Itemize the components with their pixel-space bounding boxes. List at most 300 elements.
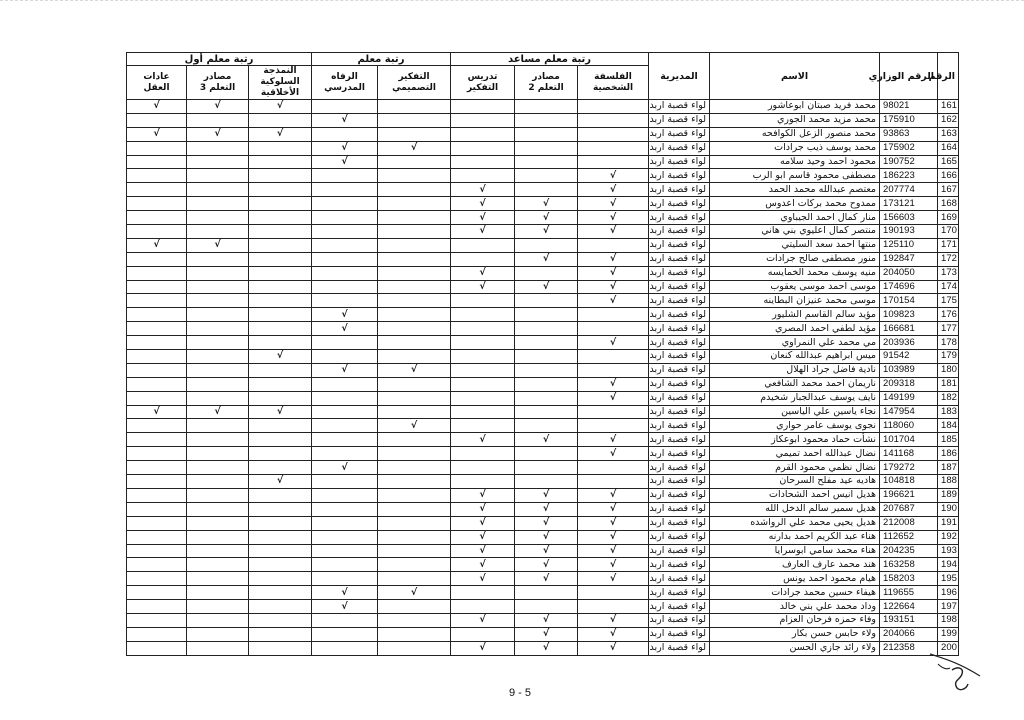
table-row xyxy=(127,627,959,641)
school-wellbeing-mark-cell xyxy=(312,572,378,586)
design-thinking-mark-cell xyxy=(378,530,451,544)
teaching-thinking-mark-cell xyxy=(451,363,515,377)
table-row xyxy=(127,127,959,141)
learning-resources-2-mark-cell: √ xyxy=(515,252,578,266)
ministry-number-cell: 163258 xyxy=(880,558,938,572)
table-row xyxy=(127,391,959,405)
design-thinking-mark-cell xyxy=(378,572,451,586)
learning-resources-2-mark-cell xyxy=(515,183,578,197)
personal-philosophy-mark-cell xyxy=(578,238,649,252)
personal-philosophy-mark-cell: √ xyxy=(578,252,649,266)
habits-of-mind-mark-cell xyxy=(127,363,187,377)
ethical-modeling-mark-cell xyxy=(249,336,312,350)
table-row xyxy=(127,516,959,530)
name-cell: هديل سمير سالم الدخل الله xyxy=(710,502,880,516)
ethical-modeling-mark-cell xyxy=(249,266,312,280)
habits-of-mind-mark-cell xyxy=(127,627,187,641)
teaching-thinking-mark-cell xyxy=(451,141,515,155)
learning-resources-3-mark-cell: √ xyxy=(187,405,249,419)
directorate-cell: لواء قصبة اربد xyxy=(649,488,710,502)
ethical-modeling-mark-cell xyxy=(249,322,312,336)
teaching-thinking-mark-cell: √ xyxy=(451,502,515,516)
teaching-thinking-mark-cell xyxy=(451,336,515,350)
school-wellbeing-mark-cell: √ xyxy=(312,155,378,169)
serial-cell: 165 xyxy=(938,155,959,169)
learning-resources-3-mark-cell xyxy=(187,266,249,280)
design-thinking-mark-cell xyxy=(378,225,451,239)
ethical-modeling-mark-cell xyxy=(249,211,312,225)
personal-philosophy-mark-cell xyxy=(578,141,649,155)
directorate-cell: لواء قصبة اربد xyxy=(649,572,710,586)
learning-resources-3-mark-cell xyxy=(187,280,249,294)
name-cell: ولاء حابس حسن بكار xyxy=(710,627,880,641)
table-row xyxy=(127,308,959,322)
habits-of-mind-mark-cell xyxy=(127,280,187,294)
directorate-cell: لواء قصبة اربد xyxy=(649,475,710,489)
name-cell: هناء محمد سامي ابوسرايا xyxy=(710,544,880,558)
habits-of-mind-mark-cell xyxy=(127,641,187,655)
ethical-modeling-mark-cell xyxy=(249,586,312,600)
design-thinking-mark-cell xyxy=(378,475,451,489)
teaching-thinking-mark-cell: √ xyxy=(451,516,515,530)
school-wellbeing-mark-cell: √ xyxy=(312,113,378,127)
ministry-number-cell: 118060 xyxy=(880,419,938,433)
learning-resources-2-mark-cell xyxy=(515,447,578,461)
serial-cell: 171 xyxy=(938,238,959,252)
serial-cell: 180 xyxy=(938,363,959,377)
school-wellbeing-mark-cell xyxy=(312,183,378,197)
teaching-thinking-mark-cell: √ xyxy=(451,530,515,544)
personal-philosophy-mark-cell xyxy=(578,600,649,614)
ethical-modeling-mark-cell xyxy=(249,113,312,127)
ministry-number-cell: 112652 xyxy=(880,530,938,544)
serial-cell: 178 xyxy=(938,336,959,350)
habits-of-mind-mark-cell xyxy=(127,391,187,405)
learning-resources-2-mark-cell: √ xyxy=(515,613,578,627)
teaching-thinking-mark-cell: √ xyxy=(451,211,515,225)
school-wellbeing-mark-cell: √ xyxy=(312,322,378,336)
table-row xyxy=(127,502,959,516)
table-row xyxy=(127,294,959,308)
name-cell: مصطفى محمود قاسم ابو الرب xyxy=(710,169,880,183)
serial-cell: 185 xyxy=(938,433,959,447)
table-row xyxy=(127,141,959,155)
ethical-modeling-mark-cell xyxy=(249,516,312,530)
learning-resources-2-mark-cell xyxy=(515,419,578,433)
serial-cell: 163 xyxy=(938,127,959,141)
design-thinking-mark-cell xyxy=(378,211,451,225)
name-cell: ولاء رائد جازي الحسن xyxy=(710,641,880,655)
ethical-modeling-mark-cell xyxy=(249,225,312,239)
personal-philosophy-mark-cell: √ xyxy=(578,516,649,530)
design-thinking-mark-cell xyxy=(378,322,451,336)
directorate-cell: لواء قصبة اربد xyxy=(649,419,710,433)
teaching-thinking-mark-cell xyxy=(451,322,515,336)
habits-of-mind-mark-cell xyxy=(127,155,187,169)
habits-of-mind-mark-cell xyxy=(127,516,187,530)
ethical-modeling-mark-cell: √ xyxy=(249,475,312,489)
directorate-cell: لواء قصبة اربد xyxy=(649,211,710,225)
design-thinking-mark-cell xyxy=(378,516,451,530)
ministry-number-cell: 203936 xyxy=(880,336,938,350)
ethical-modeling-mark-cell xyxy=(249,600,312,614)
directorate-cell: لواء قصبة اربد xyxy=(649,447,710,461)
group-assistant-teacher-header: رتبة معلم مساعد xyxy=(451,53,649,66)
school-wellbeing-mark-cell xyxy=(312,475,378,489)
serial-cell: 194 xyxy=(938,558,959,572)
personal-philosophy-mark-cell xyxy=(578,100,649,114)
name-cell: منيه يوسف محمد الخمايسه xyxy=(710,266,880,280)
learning-resources-2-mark-cell xyxy=(515,113,578,127)
teaching-thinking-mark-cell xyxy=(451,294,515,308)
teaching-thinking-mark-cell xyxy=(451,377,515,391)
habits-of-mind-mark-cell xyxy=(127,502,187,516)
serial-cell: 193 xyxy=(938,544,959,558)
teaching-thinking-mark-cell: √ xyxy=(451,280,515,294)
name-cell: هيفاء حسين محمد جرادات xyxy=(710,586,880,600)
directorate-cell: لواء قصبة اربد xyxy=(649,363,710,377)
teaching-thinking-mark-cell xyxy=(451,350,515,364)
col-name-header: الاسم xyxy=(710,53,880,100)
learning-resources-2-mark-cell: √ xyxy=(515,516,578,530)
personal-philosophy-mark-cell: √ xyxy=(578,488,649,502)
learning-resources-3-mark-cell xyxy=(187,572,249,586)
name-cell: ميس ابراهيم عبدالله كنعان xyxy=(710,350,880,364)
school-wellbeing-mark-cell xyxy=(312,627,378,641)
table-row xyxy=(127,266,959,280)
teaching-thinking-mark-cell xyxy=(451,461,515,475)
ethical-modeling-mark-cell: √ xyxy=(249,127,312,141)
directorate-cell: لواء قصبة اربد xyxy=(649,183,710,197)
design-thinking-mark-cell xyxy=(378,391,451,405)
ministry-number-cell: 149199 xyxy=(880,391,938,405)
habits-of-mind-mark-cell xyxy=(127,197,187,211)
personal-philosophy-mark-cell xyxy=(578,350,649,364)
serial-cell: 162 xyxy=(938,113,959,127)
ministry-number-cell: 204050 xyxy=(880,266,938,280)
habits-of-mind-mark-cell xyxy=(127,613,187,627)
directorate-cell: لواء قصبة اربد xyxy=(649,280,710,294)
serial-cell: 168 xyxy=(938,197,959,211)
directorate-cell: لواء قصبة اربد xyxy=(649,141,710,155)
directorate-cell: لواء قصبة اربد xyxy=(649,530,710,544)
teaching-thinking-mark-cell: √ xyxy=(451,266,515,280)
serial-cell: 190 xyxy=(938,502,959,516)
serial-cell: 174 xyxy=(938,280,959,294)
table-row xyxy=(127,419,959,433)
col-school-wellbeing-header: الرفاه المدرسي xyxy=(312,66,378,100)
habits-of-mind-mark-cell xyxy=(127,586,187,600)
name-cell: وفاء حمزه فرحان العزام xyxy=(710,613,880,627)
ministry-number-cell: 98021 xyxy=(880,100,938,114)
learning-resources-3-mark-cell xyxy=(187,475,249,489)
habits-of-mind-mark-cell xyxy=(127,308,187,322)
ministry-number-cell: 204066 xyxy=(880,627,938,641)
design-thinking-mark-cell: √ xyxy=(378,419,451,433)
col-learning-resources-3-header: مصادر التعلم 3 xyxy=(187,66,249,100)
personal-philosophy-mark-cell xyxy=(578,155,649,169)
ministry-number-cell: 147954 xyxy=(880,405,938,419)
teaching-thinking-mark-cell: √ xyxy=(451,572,515,586)
table-row xyxy=(127,238,959,252)
ministry-number-cell: 212358 xyxy=(880,641,938,655)
table-body xyxy=(127,100,959,656)
directorate-cell: لواء قصبة اربد xyxy=(649,516,710,530)
habits-of-mind-mark-cell xyxy=(127,211,187,225)
directorate-cell: لواء قصبة اربد xyxy=(649,461,710,475)
page-number: 9 - 5 xyxy=(508,687,531,699)
ethical-modeling-mark-cell xyxy=(249,183,312,197)
ministry-number-cell: 212008 xyxy=(880,516,938,530)
table-row xyxy=(127,600,959,614)
table-row xyxy=(127,350,959,364)
learning-resources-2-mark-cell xyxy=(515,336,578,350)
learning-resources-2-mark-cell xyxy=(515,169,578,183)
learning-resources-3-mark-cell xyxy=(187,294,249,308)
ministry-number-cell: 141168 xyxy=(880,447,938,461)
name-cell: محمد منصور الزعل الكوافحه xyxy=(710,127,880,141)
learning-resources-3-mark-cell xyxy=(187,350,249,364)
design-thinking-mark-cell xyxy=(378,350,451,364)
table-row xyxy=(127,225,959,239)
serial-cell: 195 xyxy=(938,572,959,586)
serial-cell: 179 xyxy=(938,350,959,364)
ethical-modeling-mark-cell xyxy=(249,141,312,155)
ethical-modeling-mark-cell xyxy=(249,169,312,183)
learning-resources-2-mark-cell: √ xyxy=(515,211,578,225)
teaching-thinking-mark-cell xyxy=(451,252,515,266)
ministry-number-cell: 192847 xyxy=(880,252,938,266)
ethical-modeling-mark-cell xyxy=(249,419,312,433)
learning-resources-3-mark-cell xyxy=(187,322,249,336)
design-thinking-mark-cell xyxy=(378,100,451,114)
ministry-number-cell: 179272 xyxy=(880,461,938,475)
learning-resources-3-mark-cell xyxy=(187,336,249,350)
name-cell: موسى محمد عنيزان البطاينه xyxy=(710,294,880,308)
name-cell: نضال عبدالله احمد تميمي xyxy=(710,447,880,461)
habits-of-mind-mark-cell xyxy=(127,600,187,614)
teaching-thinking-mark-cell xyxy=(451,447,515,461)
learning-resources-2-mark-cell xyxy=(515,322,578,336)
learning-resources-2-mark-cell xyxy=(515,405,578,419)
teaching-thinking-mark-cell xyxy=(451,391,515,405)
design-thinking-mark-cell xyxy=(378,502,451,516)
ministry-number-cell: 103989 xyxy=(880,363,938,377)
col-design-thinking-header: التفكير التصميمي xyxy=(378,66,451,100)
name-cell: نجاء ياسين علي الياسين xyxy=(710,405,880,419)
table-row xyxy=(127,155,959,169)
name-cell: هديل يحيى محمد علي الرواشده xyxy=(710,516,880,530)
learning-resources-2-mark-cell xyxy=(515,363,578,377)
group-teacher-header: رتبة معلم xyxy=(312,53,451,66)
directorate-cell: لواء قصبة اربد xyxy=(649,238,710,252)
teaching-thinking-mark-cell: √ xyxy=(451,613,515,627)
habits-of-mind-mark-cell xyxy=(127,377,187,391)
school-wellbeing-mark-cell xyxy=(312,641,378,655)
ethical-modeling-mark-cell xyxy=(249,544,312,558)
teaching-thinking-mark-cell xyxy=(451,169,515,183)
teaching-thinking-mark-cell: √ xyxy=(451,544,515,558)
ethical-modeling-mark-cell xyxy=(249,308,312,322)
table-row xyxy=(127,322,959,336)
group-first-teacher-header: رتبة معلم أول xyxy=(127,53,312,66)
habits-of-mind-mark-cell xyxy=(127,544,187,558)
school-wellbeing-mark-cell: √ xyxy=(312,308,378,322)
ministry-number-cell: 207687 xyxy=(880,502,938,516)
learning-resources-3-mark-cell xyxy=(187,419,249,433)
learning-resources-3-mark-cell xyxy=(187,363,249,377)
learning-resources-2-mark-cell xyxy=(515,266,578,280)
design-thinking-mark-cell xyxy=(378,336,451,350)
name-cell: محمد يوسف ذيب جرادات xyxy=(710,141,880,155)
table-row xyxy=(127,377,959,391)
learning-resources-3-mark-cell: √ xyxy=(187,238,249,252)
ministry-number-cell: 104818 xyxy=(880,475,938,489)
serial-cell: 167 xyxy=(938,183,959,197)
design-thinking-mark-cell xyxy=(378,197,451,211)
col-serial-header: الرقم xyxy=(938,53,959,100)
ethical-modeling-mark-cell xyxy=(249,433,312,447)
directorate-cell: لواء قصبة اربد xyxy=(649,627,710,641)
design-thinking-mark-cell xyxy=(378,266,451,280)
design-thinking-mark-cell xyxy=(378,113,451,127)
personal-philosophy-mark-cell xyxy=(578,363,649,377)
table-row xyxy=(127,558,959,572)
teaching-thinking-mark-cell: √ xyxy=(451,197,515,211)
design-thinking-mark-cell: √ xyxy=(378,141,451,155)
serial-cell: 175 xyxy=(938,294,959,308)
personal-philosophy-mark-cell: √ xyxy=(578,627,649,641)
design-thinking-mark-cell: √ xyxy=(378,586,451,600)
ministry-number-cell: 207774 xyxy=(880,183,938,197)
ministry-number-cell: 166681 xyxy=(880,322,938,336)
learning-resources-2-mark-cell: √ xyxy=(515,544,578,558)
learning-resources-3-mark-cell: √ xyxy=(187,127,249,141)
serial-cell: 191 xyxy=(938,516,959,530)
directorate-cell: لواء قصبة اربد xyxy=(649,294,710,308)
ethical-modeling-mark-cell xyxy=(249,363,312,377)
learning-resources-2-mark-cell xyxy=(515,586,578,600)
ethical-modeling-mark-cell xyxy=(249,252,312,266)
name-cell: منار كمال احمد الجيباوي xyxy=(710,211,880,225)
personal-philosophy-mark-cell: √ xyxy=(578,169,649,183)
teaching-thinking-mark-cell: √ xyxy=(451,433,515,447)
name-cell: هناء عبد الكريم احمد بدارنه xyxy=(710,530,880,544)
table-row xyxy=(127,613,959,627)
personal-philosophy-mark-cell: √ xyxy=(578,280,649,294)
serial-cell: 172 xyxy=(938,252,959,266)
ministry-number-cell: 190193 xyxy=(880,225,938,239)
ethical-modeling-mark-cell xyxy=(249,294,312,308)
habits-of-mind-mark-cell xyxy=(127,530,187,544)
learning-resources-2-mark-cell xyxy=(515,377,578,391)
learning-resources-2-mark-cell: √ xyxy=(515,488,578,502)
table-row xyxy=(127,280,959,294)
habits-of-mind-mark-cell xyxy=(127,461,187,475)
directorate-cell: لواء قصبة اربد xyxy=(649,100,710,114)
serial-cell: 173 xyxy=(938,266,959,280)
scan-edge xyxy=(0,0,1024,4)
learning-resources-3-mark-cell xyxy=(187,447,249,461)
design-thinking-mark-cell xyxy=(378,558,451,572)
school-wellbeing-mark-cell xyxy=(312,197,378,211)
learning-resources-2-mark-cell: √ xyxy=(515,530,578,544)
learning-resources-3-mark-cell xyxy=(187,461,249,475)
serial-cell: 189 xyxy=(938,488,959,502)
col-directorate-header: المديرية xyxy=(649,53,710,100)
design-thinking-mark-cell xyxy=(378,280,451,294)
serial-cell: 188 xyxy=(938,475,959,489)
name-cell: ممدوح محمد بركات اعدوس xyxy=(710,197,880,211)
learning-resources-2-mark-cell xyxy=(515,238,578,252)
col-teaching-thinking-header: تدريس التفكير xyxy=(451,66,515,100)
habits-of-mind-mark-cell: √ xyxy=(127,127,187,141)
school-wellbeing-mark-cell xyxy=(312,225,378,239)
name-cell: هند محمد عارف العارف xyxy=(710,558,880,572)
personal-philosophy-mark-cell: √ xyxy=(578,558,649,572)
learning-resources-2-mark-cell xyxy=(515,155,578,169)
name-cell: منتصر كمال اعليوي بني هاني xyxy=(710,225,880,239)
serial-cell: 196 xyxy=(938,586,959,600)
school-wellbeing-mark-cell xyxy=(312,211,378,225)
school-wellbeing-mark-cell: √ xyxy=(312,141,378,155)
learning-resources-2-mark-cell: √ xyxy=(515,641,578,655)
directorate-cell: لواء قصبة اربد xyxy=(649,155,710,169)
school-wellbeing-mark-cell xyxy=(312,100,378,114)
teaching-thinking-mark-cell xyxy=(451,405,515,419)
habits-of-mind-mark-cell xyxy=(127,113,187,127)
design-thinking-mark-cell xyxy=(378,627,451,641)
design-thinking-mark-cell: √ xyxy=(378,363,451,377)
school-wellbeing-mark-cell xyxy=(312,252,378,266)
personal-philosophy-mark-cell: √ xyxy=(578,211,649,225)
learning-resources-3-mark-cell xyxy=(187,252,249,266)
design-thinking-mark-cell xyxy=(378,238,451,252)
learning-resources-3-mark-cell xyxy=(187,516,249,530)
design-thinking-mark-cell xyxy=(378,613,451,627)
personal-philosophy-mark-cell: √ xyxy=(578,613,649,627)
personal-philosophy-mark-cell xyxy=(578,461,649,475)
personal-philosophy-mark-cell: √ xyxy=(578,530,649,544)
table-row xyxy=(127,461,959,475)
directorate-cell: لواء قصبة اربد xyxy=(649,266,710,280)
learning-resources-3-mark-cell xyxy=(187,197,249,211)
design-thinking-mark-cell xyxy=(378,308,451,322)
design-thinking-mark-cell xyxy=(378,294,451,308)
ministry-number-cell: 156603 xyxy=(880,211,938,225)
ministry-number-cell: 204235 xyxy=(880,544,938,558)
design-thinking-mark-cell xyxy=(378,600,451,614)
school-wellbeing-mark-cell xyxy=(312,169,378,183)
table-row xyxy=(127,447,959,461)
directorate-cell: لواء قصبة اربد xyxy=(649,308,710,322)
name-cell: موسى احمد موسى يعقوب xyxy=(710,280,880,294)
habits-of-mind-mark-cell xyxy=(127,266,187,280)
ministry-number-cell: 125110 xyxy=(880,238,938,252)
personal-philosophy-mark-cell xyxy=(578,419,649,433)
school-wellbeing-mark-cell xyxy=(312,502,378,516)
ethical-modeling-mark-cell xyxy=(249,627,312,641)
school-wellbeing-mark-cell xyxy=(312,266,378,280)
table-row xyxy=(127,433,959,447)
table-row xyxy=(127,197,959,211)
teaching-thinking-mark-cell xyxy=(451,627,515,641)
ethical-modeling-mark-cell xyxy=(249,155,312,169)
serial-cell: 177 xyxy=(938,322,959,336)
table-row xyxy=(127,363,959,377)
ministry-number-cell: 91542 xyxy=(880,350,938,364)
habits-of-mind-mark-cell: √ xyxy=(127,100,187,114)
